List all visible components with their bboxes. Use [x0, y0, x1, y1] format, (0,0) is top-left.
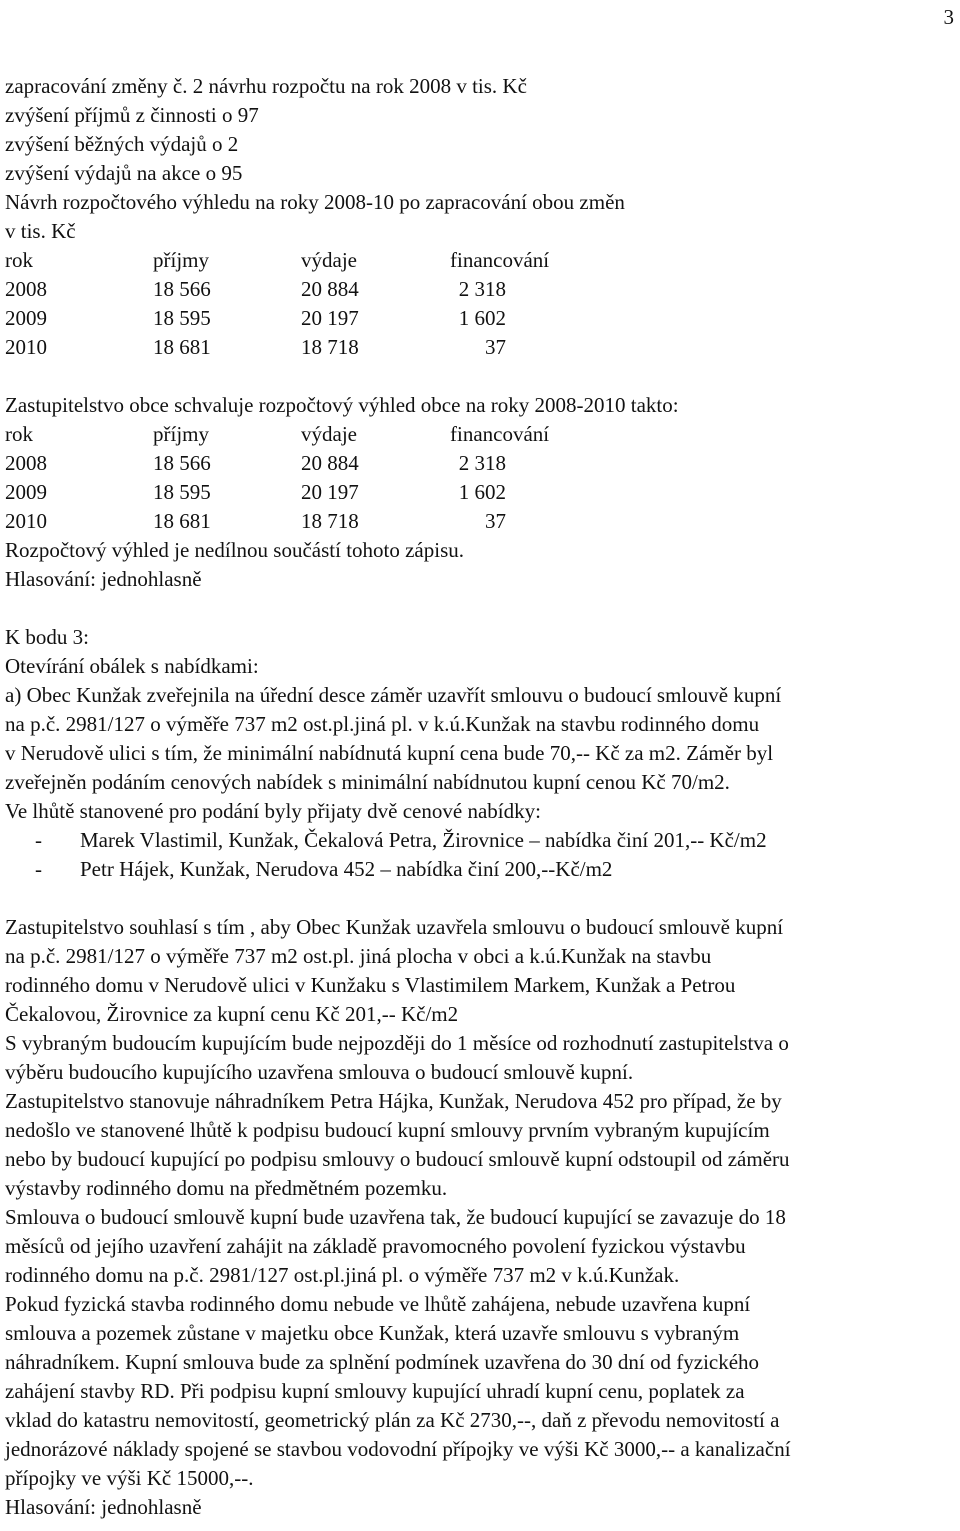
paragraph-line: a) Obec Kunžak zveřejnila na úřední desce záměr uzavřít smlouvu o budoucí smlouvě kupní — [5, 683, 782, 707]
paragraph-line: rodinného domu v Nerudově ulici v Kunžaku s Vlastimilem Markem, Kunžak a Petrou — [5, 973, 736, 997]
table-cell: 2009 — [5, 306, 47, 330]
table-cell: 18 566 — [153, 451, 211, 475]
section-subheading: Otevírání obálek s nabídkami: — [5, 654, 259, 678]
paragraph-line: v Nerudově ulici s tím, že minimální nabídnutá kupní cena bude 70,-- Kč za m2. Záměr byl — [5, 741, 774, 765]
paragraph-line: na p.č. 2981/127 o výměře 737 m2 ost.pl. jiná plocha v obci a k.ú.Kunžak na stavbu — [5, 944, 712, 968]
paragraph-line: S vybraným budoucím kupujícím bude nejpozději do 1 měsíce od rozhodnutí zastupitelstva o — [5, 1031, 789, 1055]
table-cell: 20 884 — [301, 277, 359, 301]
header-cell: financování — [450, 422, 550, 446]
appendix-note: Rozpočtový výhled je nedílnou součástí tohoto zápisu. — [5, 538, 465, 562]
table-row — [5, 304, 955, 333]
paragraph-line: rodinného domu na p.č. 2981/127 ost.pl.jiná pl. o výměře 737 m2 v k.ú.Kunžak. — [5, 1263, 680, 1287]
table-cell: 2009 — [5, 480, 47, 504]
offer-item — [5, 826, 955, 855]
paragraph-line: smlouva a pozemek zůstane v majetku obce Kunžak, která uzavře smlouvu s vybraným — [5, 1321, 740, 1345]
table-row — [5, 478, 955, 507]
table-cell: 18 595 — [153, 306, 211, 330]
paragraph-line: náhradníkem. Kupní smlouva bude za splnění podmínek uzavřena do 30 dní od fyzického — [5, 1350, 760, 1374]
table-cell: 18 681 — [153, 509, 211, 533]
table-cell: 18 718 — [301, 509, 359, 533]
table-cell: 37 — [485, 509, 506, 533]
table-row — [5, 275, 955, 304]
table-cell: 37 — [485, 335, 506, 359]
table-cell: 20 884 — [301, 451, 359, 475]
offer-text: Petr Hájek, Kunžak, Nerudova 452 – nabídka činí 200,--Kč/m2 — [80, 857, 613, 881]
paragraph-line: nedošlo ve stanovené lhůtě k podpisu budoucí kupní smlouvy prvním vybraným kupujícím — [5, 1118, 770, 1142]
table-cell: 1 602 — [458, 480, 506, 504]
table-cell: 18 566 — [153, 277, 211, 301]
offer-text: Marek Vlastimil, Kunžak, Čekalová Petra, Žirovnice – nabídka činí 201,-- Kč/m2 — [80, 828, 767, 852]
document-body — [5, 72, 955, 1522]
table-header-row — [5, 246, 955, 275]
paragraph-line: výstavby rodinného domu na předmětném pozemku. — [5, 1176, 448, 1200]
table-cell: 20 197 — [301, 306, 359, 330]
table-cell: 2010 — [5, 509, 47, 533]
table-header-row — [5, 420, 955, 449]
header-cell: výdaje — [301, 248, 357, 272]
paragraph-line: zahájení stavby RD. Při podpisu kupní smlouvy kupující uhradí kupní cenu, poplatek za — [5, 1379, 745, 1403]
vote-result: Hlasování: jednohlasně — [5, 1495, 202, 1519]
bullet-dash: - — [35, 828, 42, 852]
page-number: 3 — [943, 5, 954, 29]
header-cell: rok — [5, 248, 33, 272]
table-cell: 18 718 — [301, 335, 359, 359]
table-cell: 2008 — [5, 277, 47, 301]
header-cell: příjmy — [153, 422, 209, 446]
paragraph-line: na p.č. 2981/127 o výměře 737 m2 ost.pl.jiná pl. v k.ú.Kunžak na stavbu rodinného domu — [5, 712, 760, 736]
table-cell: 2 318 — [458, 277, 506, 301]
paragraph-line: Pokud fyzická stavba rodinného domu nebude ve lhůtě zahájena, nebude uzavřena kupní — [5, 1292, 751, 1316]
intro-line: Návrh rozpočtového výhledu na roky 2008-10 po zapracování obou změn — [5, 190, 625, 214]
header-cell: příjmy — [153, 248, 209, 272]
paragraph-line: Čekalovou, Žirovnice za kupní cenu Kč 201,-- Kč/m2 — [5, 1002, 459, 1026]
table-row — [5, 507, 955, 536]
decision-block — [5, 913, 955, 1522]
intro-line: zvýšení běžných výdajů o 2 — [5, 132, 239, 156]
header-cell: výdaje — [301, 422, 357, 446]
table-cell: 1 602 — [458, 306, 506, 330]
spacer — [5, 362, 955, 391]
section-heading: K bodu 3: — [5, 625, 89, 649]
paragraph-line: Smlouva o budoucí smlouvě kupní bude uzavřena tak, že budoucí kupující se zavazuje do 18 — [5, 1205, 786, 1229]
paragraph-line: zveřejněn podáním cenových nabídek s minimální nabídnutou kupní cenou Kč 70/m2. — [5, 770, 730, 794]
table-cell: 2 318 — [458, 451, 506, 475]
table-cell: 18 595 — [153, 480, 211, 504]
paragraph-line: Zastupitelstvo souhlasí s tím , aby Obec Kunžak uzavřela smlouvu o budoucí smlouvě kupní — [5, 915, 784, 939]
paragraph-line: vklad do katastru nemovitostí, geometrický plán za Kč 2730,--, daň z převodu nemovitostí a — [5, 1408, 780, 1432]
table-cell: 2010 — [5, 335, 47, 359]
offer-item — [5, 855, 955, 884]
budget-table-1 — [5, 246, 955, 362]
paragraph-line: Zastupitelstvo stanovuje náhradníkem Petra Hájka, Kunžak, Nerudova 452 pro případ, že by — [5, 1089, 782, 1113]
paragraph-line: Ve lhůtě stanovené pro podání byly přijaty dvě cenové nabídky: — [5, 799, 541, 823]
budget-table-2 — [5, 420, 955, 536]
approval-line: Zastupitelstvo obce schvaluje rozpočtový výhled obce na roky 2008-2010 takto: — [5, 393, 679, 417]
header-cell: financování — [450, 248, 550, 272]
paragraph-line: měsíců od jejího uzavření zahájit na základě pravomocného povolení fyzickou výstavbu — [5, 1234, 746, 1258]
bullet-dash: - — [35, 857, 42, 881]
spacer — [5, 594, 955, 623]
table-row — [5, 333, 955, 362]
paragraph-line: výběru budoucího kupujícího uzavřena smlouva o budoucí smlouvě kupní. — [5, 1060, 634, 1084]
intro-line: zvýšení výdajů na akce o 95 — [5, 161, 243, 185]
table-cell: 18 681 — [153, 335, 211, 359]
table-cell: 2008 — [5, 451, 47, 475]
intro-line: zvýšení příjmů z činnosti o 97 — [5, 103, 259, 127]
paragraph-line: přípojky ve výši Kč 15000,--. — [5, 1466, 254, 1490]
table-row — [5, 449, 955, 478]
spacer — [5, 884, 955, 913]
table-cell: 20 197 — [301, 480, 359, 504]
vote-result: Hlasování: jednohlasně — [5, 567, 202, 591]
paragraph-line: nebo by budoucí kupující po podpisu smlouvy o budoucí smlouvě kupní odstoupil od záměru — [5, 1147, 790, 1171]
intro-block — [5, 72, 955, 246]
paragraph-line: jednorázové náklady spojené se stavbou vodovodní přípojky ve výši Kč 3000,-- a kanalizační — [5, 1437, 791, 1461]
section-3 — [5, 623, 955, 884]
intro-line: v tis. Kč — [5, 219, 76, 243]
intro-line: zapracování změny č. 2 návrhu rozpočtu na rok 2008 v tis. Kč — [5, 74, 527, 98]
header-cell: rok — [5, 422, 33, 446]
